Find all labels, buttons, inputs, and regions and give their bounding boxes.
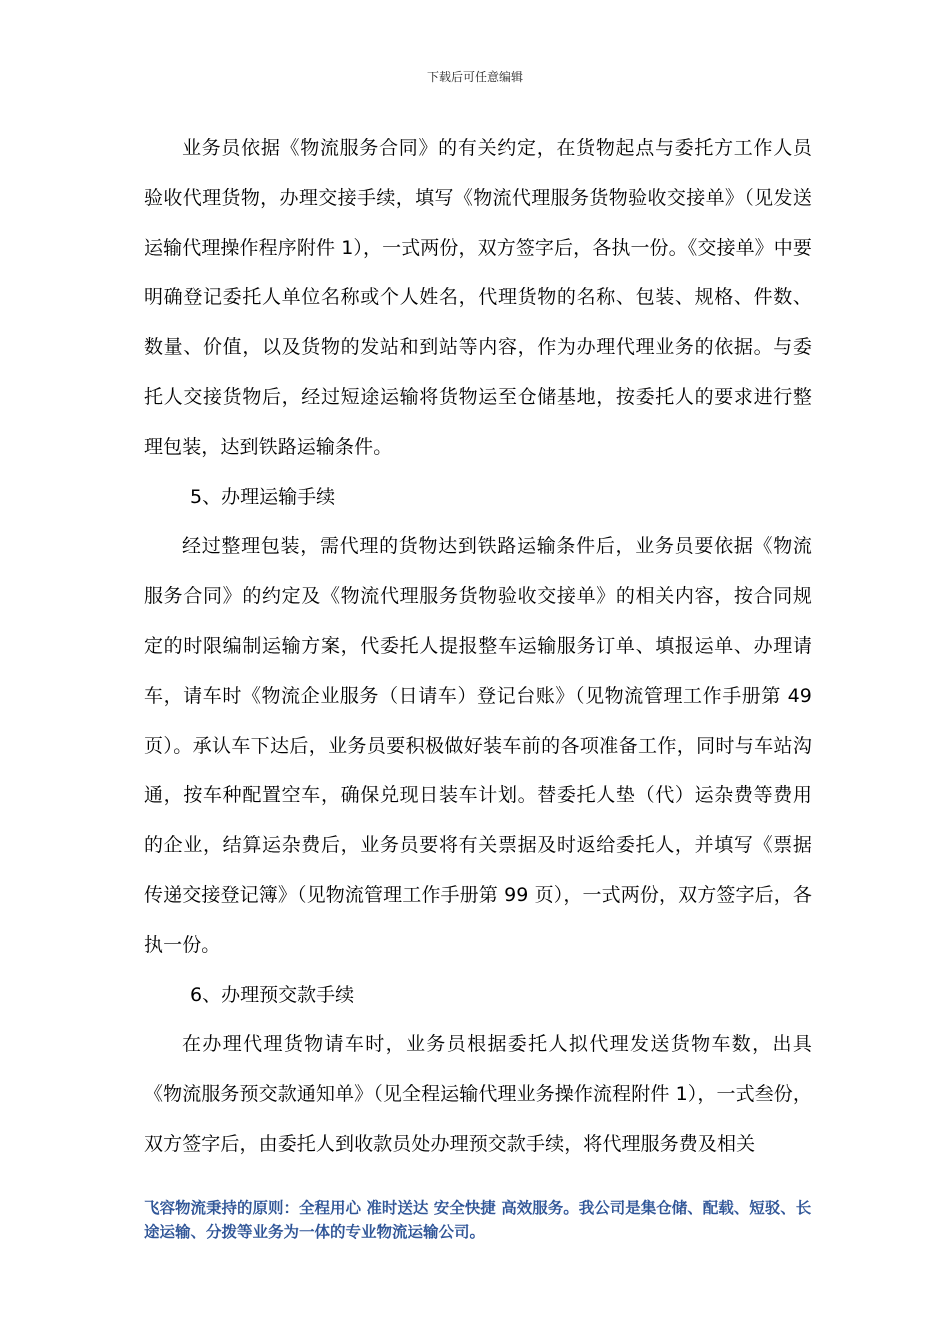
- paragraph-prepayment: 在办理代理货物请车时，业务员根据委托人拟代理发送货物车数，出具《物流服务预交款通知单》（见全程运输代理业务操作流程附件 1），一式叁份，双方签字后，由委托人到收款员处办理预交款手续，将代理服务费及相关: [144, 1033, 812, 1155]
- section-heading-6: 6、办理预交款手续: [190, 983, 355, 1006]
- document-body: [144, 124, 812, 1170]
- company-slogan-banner: 飞容物流秉持的原则：全程用心 准时送达 安全快捷 高效服务。我公司是集仓储、配载、短驳、长途运输、分拨等业务为一体的专业物流运输公司。: [144, 1199, 812, 1241]
- section-heading-5: 5、办理运输手续: [190, 485, 336, 508]
- paragraph-acceptance: 业务员依据《物流服务合同》的有关约定，在货物起点与委托方工作人员验收代理货物，办理交接手续，填写《物流代理服务货物验收交接单》（见发送运输代理操作程序附件 1），一式两份，双方签字后，各执一份。《交接单》中要明确登记委托人单位名称或个人姓名，代理货物的名称、包装、规格、件数、数量、价值，以及货物的发站和到站等内容，作为办理代理业务的依据。与委托人交接货物后，经过短途运输将货物运至仓储基地，按委托人的要求进行整理包装，达到铁路运输条件。: [144, 137, 812, 458]
- paragraph-transport-procedures: 经过整理包装，需代理的货物达到铁路运输条件后，业务员要依据《物流服务合同》的约定及《物流代理服务货物验收交接单》的相关内容，按合同规定的时限编制运输方案，代委托人提报整车运输服务订单、填报运单、办理请车，请车时《物流企业服务（日请车）登记台账》（见物流管理工作手册第 49 页）。承认车下达后，业务员要积极做好装车前的各项准备工作，同时与车站沟通，按车种配置空车，确保兑现日装车计划。替委托人垫（代）运杂费等费用的企业，结算运杂费后，业务员要将有关票据及时返给委托人，并填写《票据传递交接登记簿》（见物流管理工作手册第 99 页），一式两份，双方签字后，各执一份。: [144, 535, 812, 956]
- page-header-note: 下载后可任意编辑: [426, 70, 523, 84]
